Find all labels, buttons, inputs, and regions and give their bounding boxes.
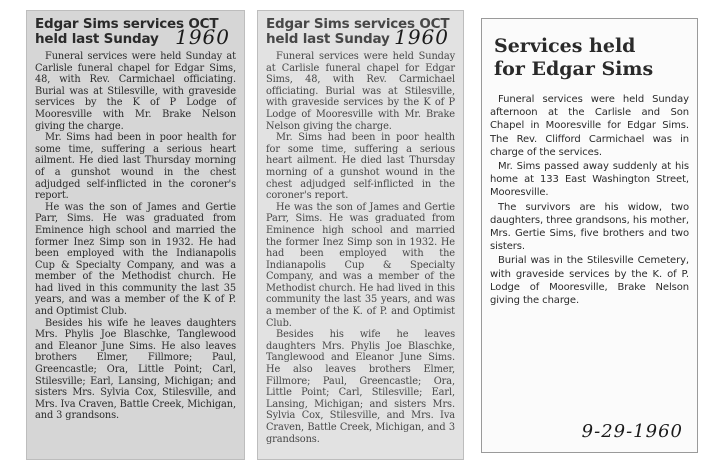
clipping-3-headline-line-1: Services held — [494, 35, 636, 57]
clipping-1-paragraph-1: Funeral services were held Sunday at Carlisle funeral chapel for Edgar Sims, 48, with Rev. Carmichael officiating. Burial was at Stilesville, with graveside services by the K of P Lodge of Mooresville with Mr. Brake Nelson giving the charge. — [35, 51, 236, 132]
clipping-1-headline — [35, 17, 236, 47]
newspaper-clipping-3 — [481, 18, 698, 453]
clipping-2-headline-line-1: Edgar Sims services OCT — [266, 16, 450, 32]
newspaper-clipping-2 — [257, 10, 464, 460]
clipping-2-paragraph-1: Funeral services were held Sunday at Carlisle funeral chapel for Edgar Sims, 48, with Rev. Carmichael officiating. Burial was at Stilesville, with graveside services by the K of P Lodge of Mooresville with Mr. Brake Nelson giving the charge. — [266, 51, 455, 132]
clipping-2-headline — [266, 17, 455, 47]
clipping-3-handwritten-date: 9-29-1960 — [581, 421, 683, 442]
clipping-2-paragraph-2: Mr. Sims had been in poor health for some time, suffering a serious heart ailment. He died last Thursday morning of a gunshot wound in the chest adjudged self-inflicted in the coroner's report. — [266, 132, 455, 202]
clipping-1-paragraph-2: Mr. Sims had been in poor health for some time, suffering a serious heart ailment. He died last Thursday morning of a gunshot wound in the chest adjudged self-inflicted in the coroner's report. — [35, 132, 236, 202]
clipping-2-article-body — [266, 51, 455, 445]
clipping-2-handwritten-year: 1960 — [394, 25, 449, 49]
clipping-3-headline — [494, 35, 689, 81]
clipping-3-paragraph-2: Mr. Sims passed away suddenly at his home at 133 East Washington Street, Mooresville. — [490, 161, 689, 199]
clipping-2-headline-line-2: held last Sunday — [266, 31, 390, 47]
clipping-1-headline-line-1: Edgar Sims services OCT — [35, 16, 219, 32]
newspaper-clipping-1 — [26, 10, 245, 460]
clipping-3-headline-line-2: for Edgar Sims — [494, 58, 654, 80]
clipping-1-paragraph-3: He was the son of James and Gertie Parr, Sims. He was graduated from Eminence high school and married the former Inez Simp son in 1932. He had been employed with the Indianapolis Cup & Specialty Company, and was a member of the Methodist church. He had lived in this community the last 35 years, and was a member of the K of P. and Optimist Club. — [35, 201, 236, 318]
clipping-3-paragraph-1: Funeral services were held Sunday afternoon at the Carlisle and Son Chapel in Mooresville for Edgar Sims. The Rev. Clifford Carmichael was in charge of the services. — [490, 94, 689, 158]
clipping-2-paragraph-3: He was the son of James and Gertie Parr, Sims. He was graduated from Eminence high school and married the former Inez Simp son in 1932. He had been employed with the Indianapolis Cup & Specialty Company, and was a member of the Methodist church. He had lived in this community the last 35 years, and was a member of the K. of P. and Optimist Club. — [266, 201, 455, 329]
clipping-3-paragraph-4: Burial was in the Stilesville Cemetery, with graveside services by the K. of P. Lodge of Mooresville, Brake Nelson giving the charge. — [490, 255, 689, 307]
clipping-1-paragraph-4: Besides his wife he leaves daughters Mrs. Phylis Joe Blaschke, Tanglewood and Eleanor June Sims. He also leaves brothers Elmer, Fillmore; Paul, Greencastle; Ora, Little Point; Carl, Stilesville; Earl, Lansing, Michigan; and sisters Mrs. Sylvia Cox, Stilesville, and Mrs. Iva Craven, Battle Creek, Michigan, and 3 grandsons. — [35, 317, 236, 422]
clipping-1-handwritten-year: 1960 — [175, 25, 230, 49]
clipping-3-article-body — [490, 93, 689, 307]
clipping-1-article-body — [35, 51, 236, 422]
clipping-1-headline-line-2: held last Sunday — [35, 31, 159, 47]
clipping-3-paragraph-3: The survivors are his widow, two daughters, three grandsons, his mother, Mrs. Gertie Sims, five brothers and two sisters. — [490, 201, 689, 253]
clipping-2-paragraph-4: Besides his wife he leaves daughters Mrs. Phylis Joe Blaschke, Tanglewood and Eleanor June Sims. He also leaves brothers Elmer, Fillmore; Paul, Greencastle; Ora, Little Point; Carl, Stilesville; Earl, Lansing, Michigan; and sisters Mrs. Sylvia Cox, Stilesville, and Mrs. Iva Craven, Battle Creek, Michigan, and 3 grandsons. — [266, 329, 455, 445]
